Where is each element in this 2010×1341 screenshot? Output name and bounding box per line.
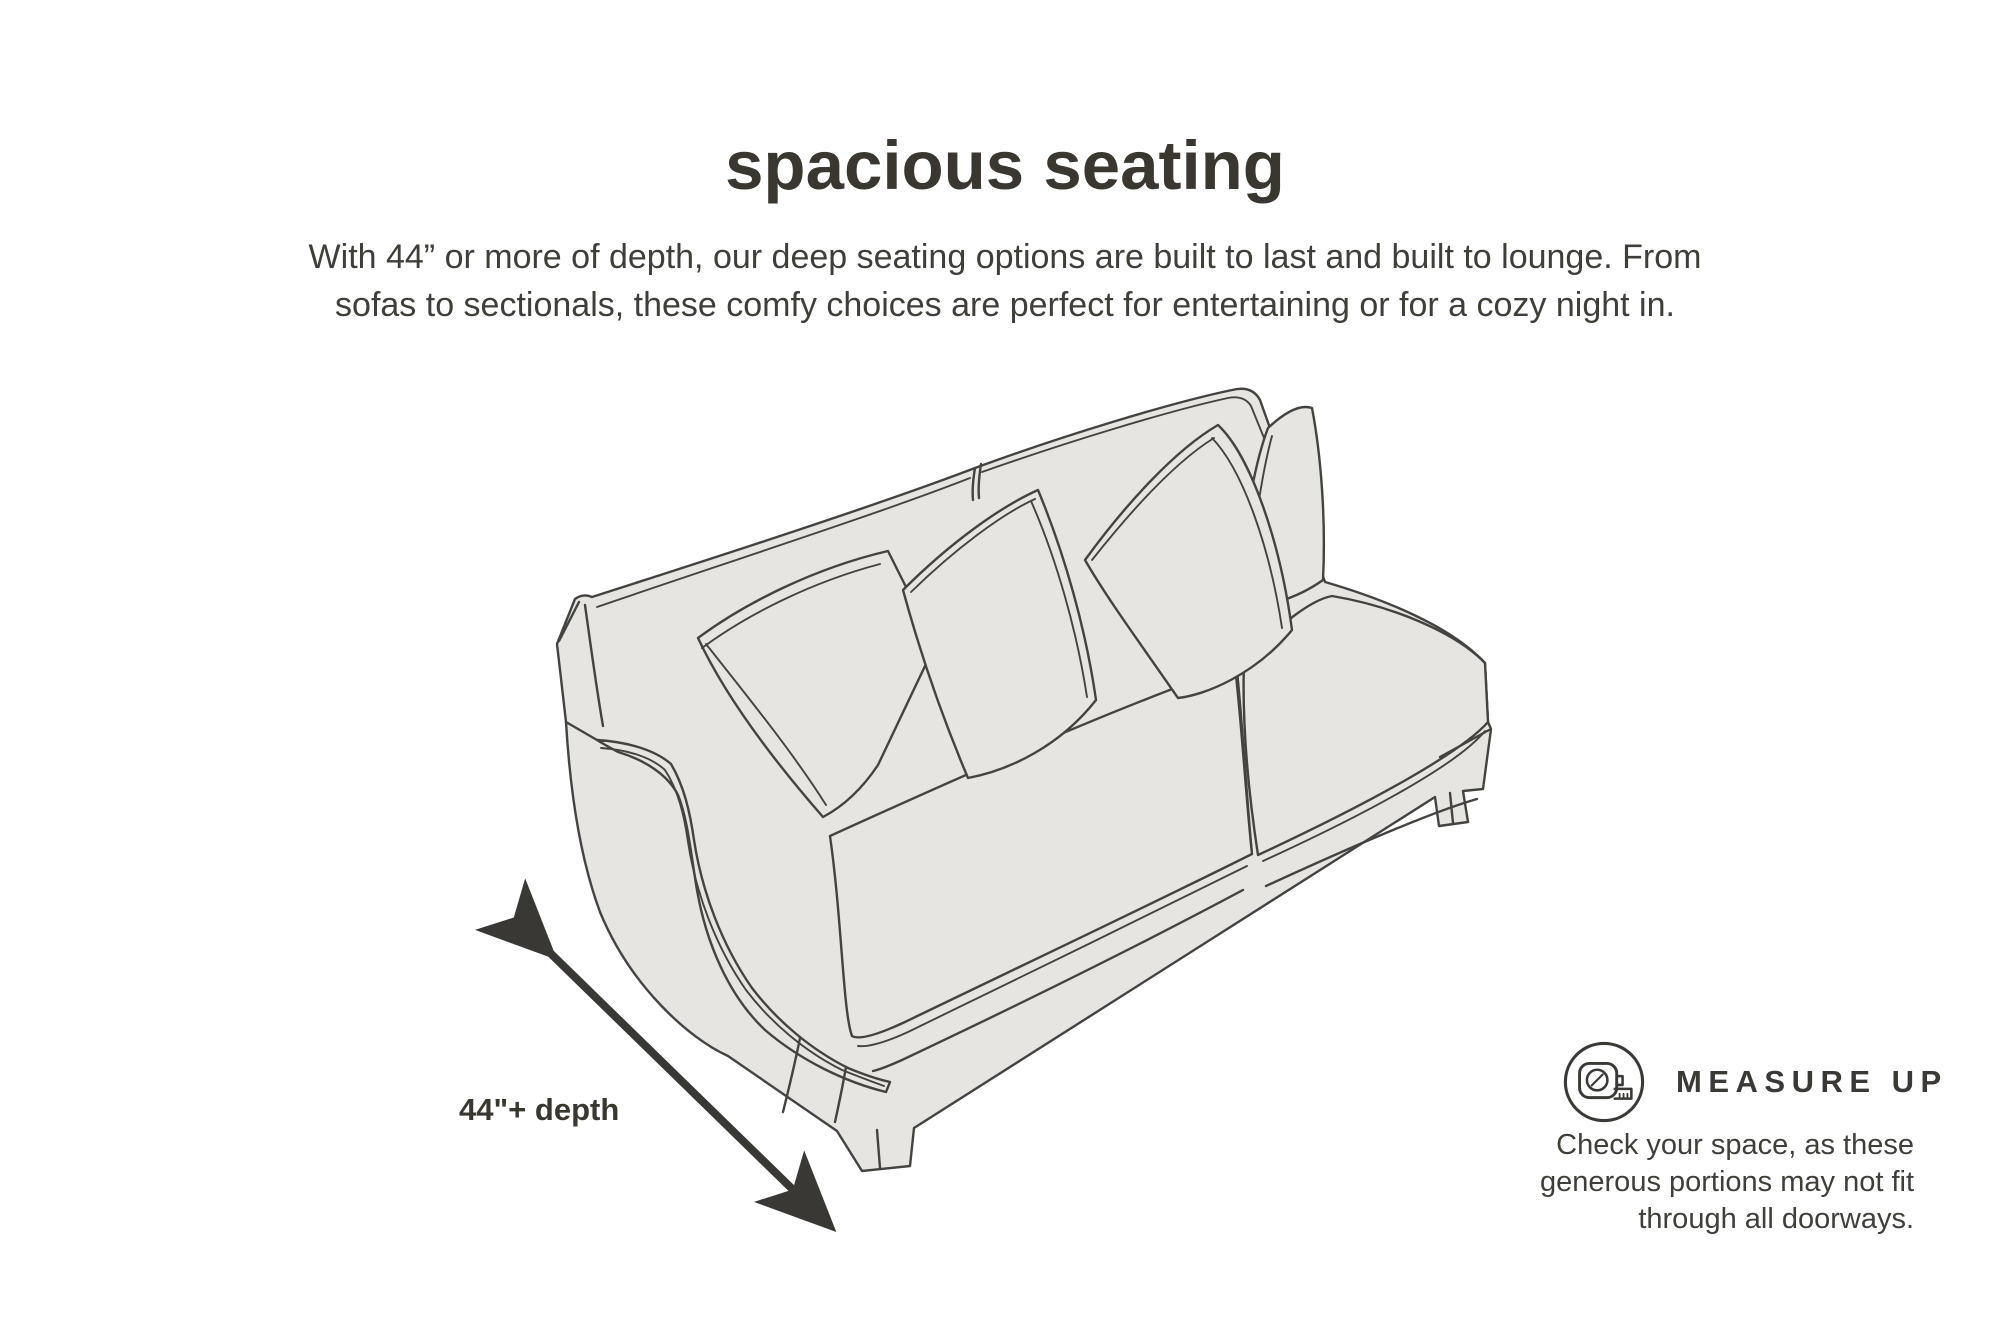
intro-line-1: With 44” or more of depth, our deep seating options are built to last and built to lounge. From <box>308 238 1702 276</box>
depth-dimension-label: 44"+ depth <box>459 1092 620 1127</box>
measure-up-note-line-3: through all doorways. <box>1638 1203 1914 1235</box>
measure-up-note-line-1: Check your space, as these <box>1556 1129 1914 1161</box>
measure-up-heading: MEASURE UP <box>1676 1064 1948 1099</box>
intro-paragraph <box>0 233 2010 329</box>
intro-line-2: sofas to sectionals, these comfy choices are perfect for entertaining or for a cozy night in. <box>335 286 1675 324</box>
measuring-tape-icon <box>1561 1039 1647 1125</box>
page-title: spacious seating <box>725 127 1285 205</box>
measure-up-note-line-2: generous portions may not fit <box>1540 1166 1914 1198</box>
measure-up-note <box>1354 1127 1914 1238</box>
